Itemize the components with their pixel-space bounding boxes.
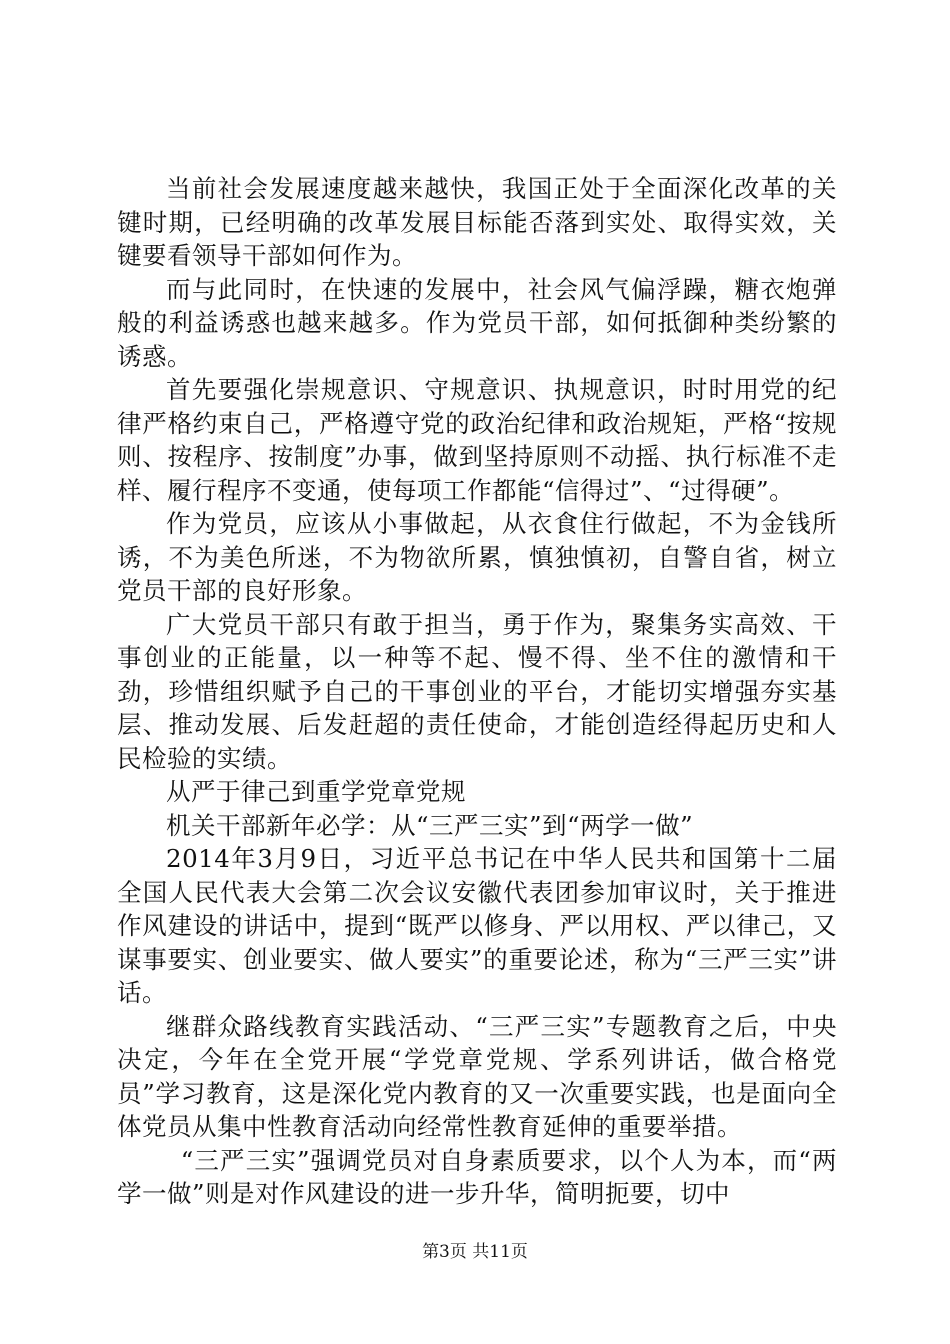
paragraph: 作为党员，应该从小事做起，从衣食住行做起，不为金钱所诱，不为美色所迷，不为物欲所累，慎独慎初，自警自省，树立党员干部的良好形象。 <box>117 509 837 605</box>
section-heading: 从严于律己到重学党章党规 <box>166 777 466 806</box>
document-body <box>117 172 837 1211</box>
paragraph: “三严三实”强调党员对自身素质要求，以个人为本，而“两学一做”则是对作风建设的进一步升华，简明扼要，切中 <box>117 1145 837 1208</box>
paragraph: 当前社会发展速度越来越快，我国正处于全面深化改革的关键时期，已经明确的改革发展目标能否落到实处、取得实效，关键要看领导干部如何作为。 <box>117 174 837 270</box>
paragraph: 2014年3月9日，习近平总书记在中华人民共和国第十二届全国人民代表大会第二次会议安徽代表团参加审议时，关于推进作风建设的讲话中，提到“既严以修身、严以用权、严以律己，又谋事要实、创业要实、做人要实”的重要论述，称为“三严三实”讲话。 <box>117 844 837 1007</box>
paragraph: 继群众路线教育实践活动、“三严三实”专题教育之后，中央决定，今年在全党开展“学党章党规、学系列讲话，做合格党员”学习教育，这是深化党内教育的又一次重要实践，也是面向全体党员从集中性教育活动向经常性教育延伸的重要举措。 <box>117 1011 837 1141</box>
paragraph: 而与此同时，在快速的发展中，社会风气偏浮躁，糖衣炮弹般的利益诱惑也越来越多。作为党员干部，如何抵御种类纷繁的诱惑。 <box>117 274 837 371</box>
paragraph: 首先要强化崇规意识、守规意识、执规意识，时时用党的纪律严格约束自己，严格遵守党的政治纪律和政治规矩，严格“按规则、按程序、按制度”办事，做到坚持原则不动摇、执行标准不走样、履行程序不变通，使每项工作都能“信得过”、“过得硬”。 <box>117 375 837 505</box>
article-title: 机关干部新年必学：从“三严三实”到“两学一做” <box>166 810 694 840</box>
page-number-footer: 第3页 共11页 <box>422 1242 528 1262</box>
paragraph: 广大党员干部只有敢于担当，勇于作为，聚集务实高效、干事创业的正能量，以一种等不起、慢不得、坐不住的激情和干劲，珍惜组织赋予自己的干事创业的平台，才能切实增强夯实基层、推动发展、后发赶超的责任使命，才能创造经得起历史和人民检验的实绩。 <box>117 609 837 773</box>
